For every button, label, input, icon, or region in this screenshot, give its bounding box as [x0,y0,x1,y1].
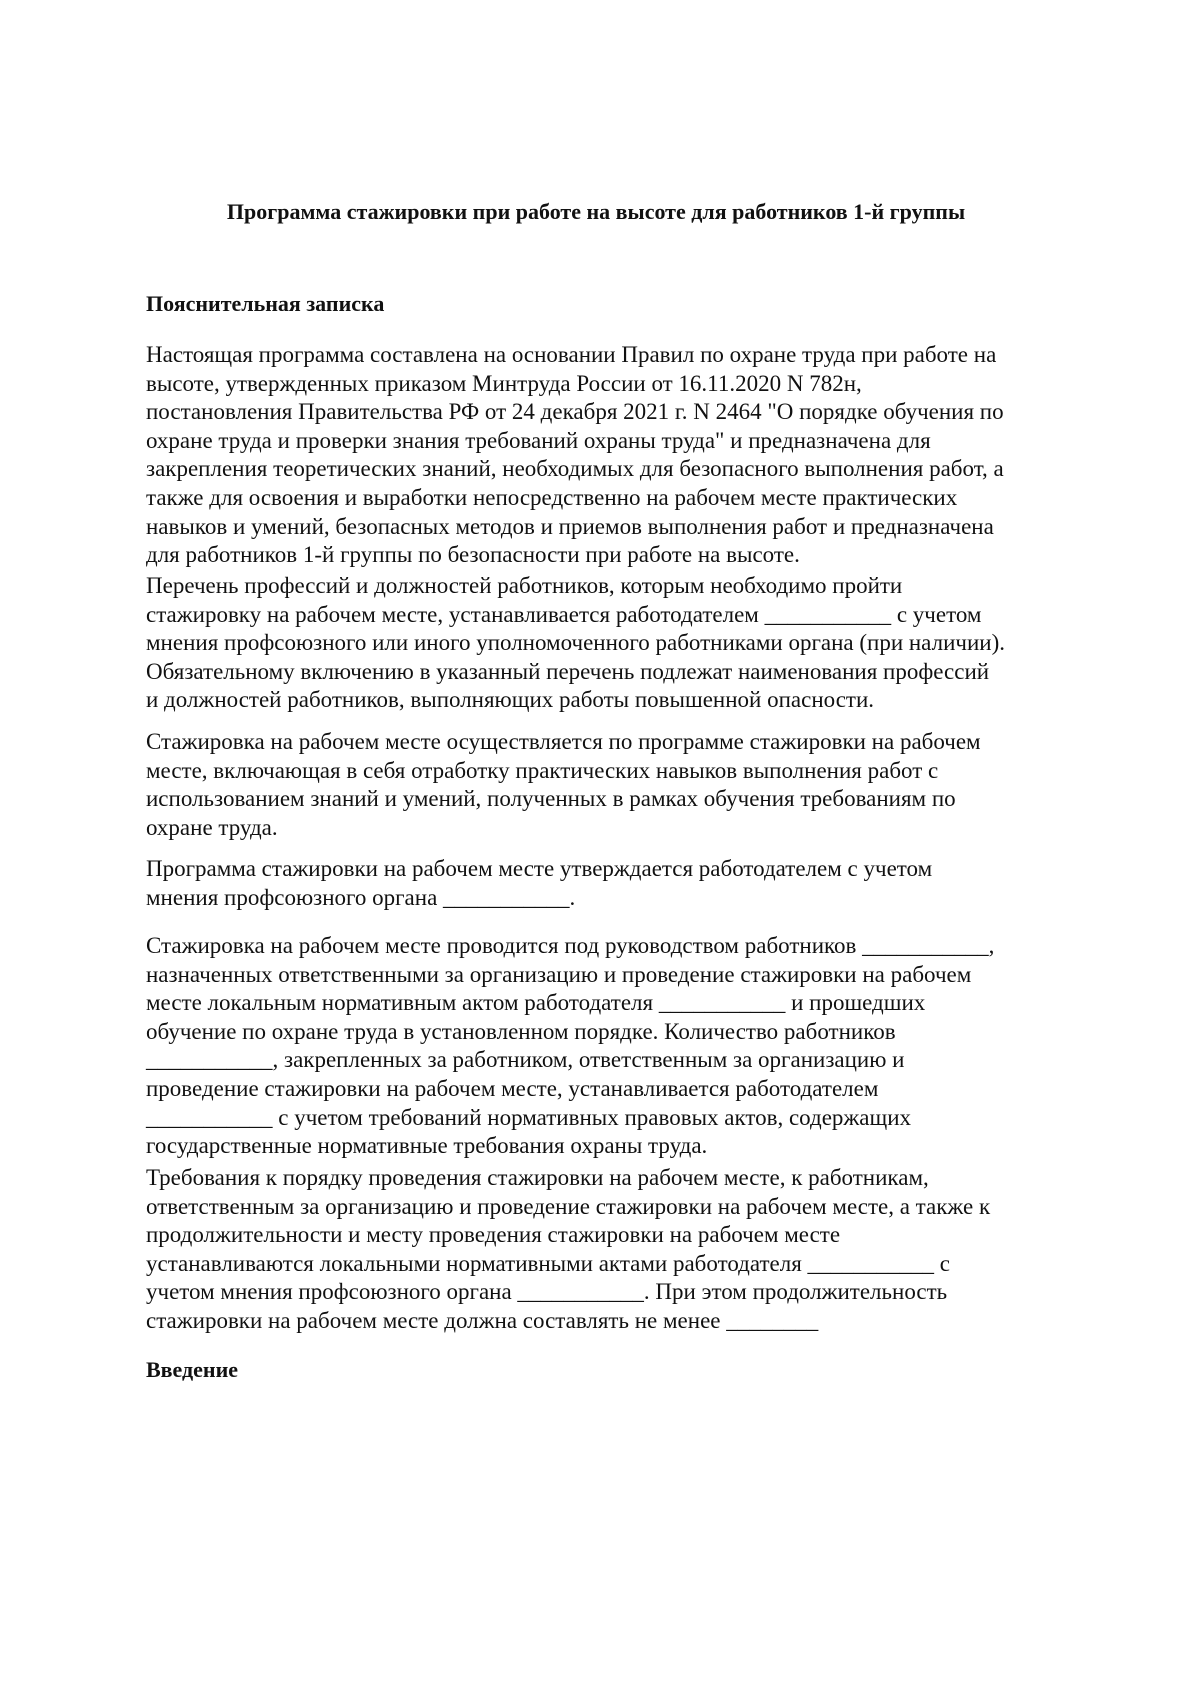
paragraph-line: охране труда. [146,814,278,840]
paragraph-line: охране труда и проверки знания требований охраны труда" и предназначена для [146,427,931,453]
paragraph-line: учетом мнения профсоюзного органа ___________. При этом продолжительность [146,1279,948,1305]
paragraph-line: месте, включающая в себя отработку практических навыков выполнения работ с [146,757,939,783]
paragraph-line: и должностей работников, выполняющих работы повышенной опасности. [146,687,875,713]
paragraph-line: ответственным за организацию и проведение стажировки на рабочем месте, а также к [146,1193,991,1219]
paragraph-line: навыков и умений, безопасных методов и приемов выполнения работ и предназначена [146,513,994,539]
paragraph-line: стажировку на рабочем месте, устанавливается работодателем ___________ с учетом [146,601,982,627]
paragraph-line: назначенных ответственными за организацию и проведение стажировки на рабочем [146,961,972,987]
paragraph-line: также для освоения и выработки непосредственно на рабочем месте практических [146,484,958,510]
paragraph-line: устанавливаются локальными нормативными актами работодателя ___________ с [146,1250,951,1276]
paragraph-line: Стажировка на рабочем месте осуществляется по программе стажировки на рабочем [146,729,981,754]
paragraph-program-approval [146,855,1066,912]
paragraph-internship-program [146,728,1066,842]
paragraph-line: проведение стажировки на рабочем месте, устанавливается работодателем [146,1075,879,1101]
paragraph-line: ___________ с учетом требований нормативных правовых актов, содержащих [146,1104,912,1130]
paragraph-line: продолжительности и месту проведения стажировки на рабочем месте [146,1222,841,1248]
paragraph-line: стажировки на рабочем месте должна составлять не менее ________ [146,1307,819,1333]
paragraph-basis [146,341,1066,570]
paragraph-line: Перечень профессий и должностей работников, которым необходимо пройти [146,573,903,598]
paragraph-line: для работников 1-й группы по безопасности при работе на высоте. [146,542,800,568]
paragraph-line: обучение по охране труда в установленном порядке. Количество работников [146,1018,896,1044]
document-title: Программа стажировки при работе на высоте для работников 1-й группы [226,199,966,224]
paragraph-line: ___________, закрепленных за работником, ответственным за организацию и [146,1047,905,1073]
paragraph-line: постановления Правительства РФ от 24 декабря 2021 г. N 2464 "О порядке обучения по [146,399,1004,425]
paragraph-line: Настоящая программа составлена на основании Правил по охране труда при работе на [146,342,997,367]
explanatory-note-heading: Пояснительная записка [146,291,385,316]
paragraph-requirements [146,1164,1066,1336]
paragraph-line: Программа стажировки на рабочем месте утверждается работодателем с учетом [146,856,933,881]
paragraph-line: государственные нормативные требования охраны труда. [146,1133,708,1159]
paragraph-line: Обязательному включению в указанный перечень подлежат наименования профессий [146,658,990,684]
paragraph-professions-list [146,572,1066,715]
paragraph-line: высоте, утвержденных приказом Минтруда России от 16.11.2020 N 782н, [146,370,862,396]
introduction-heading: Введение [146,1357,239,1382]
paragraph-line: Требования к порядку проведения стажировки на рабочем месте, к работникам, [146,1165,929,1190]
paragraph-supervision [146,932,1066,1161]
paragraph-line: закрепления теоретических знаний, необходимых для безопасного выполнения работ, а [146,456,1004,482]
paragraph-line: месте локальным нормативным актом работодателя ___________ и прошедших [146,990,926,1016]
paragraph-line: мнения профсоюзного органа ___________. [146,884,576,910]
paragraph-line: Стажировка на рабочем месте проводится под руководством работников ___________, [146,933,995,958]
paragraph-line: мнения профсоюзного или иного уполномоченного работниками органа (при наличии). [146,630,1005,656]
paragraph-line: использованием знаний и умений, полученных в рамках обучения требованиям по [146,786,956,812]
